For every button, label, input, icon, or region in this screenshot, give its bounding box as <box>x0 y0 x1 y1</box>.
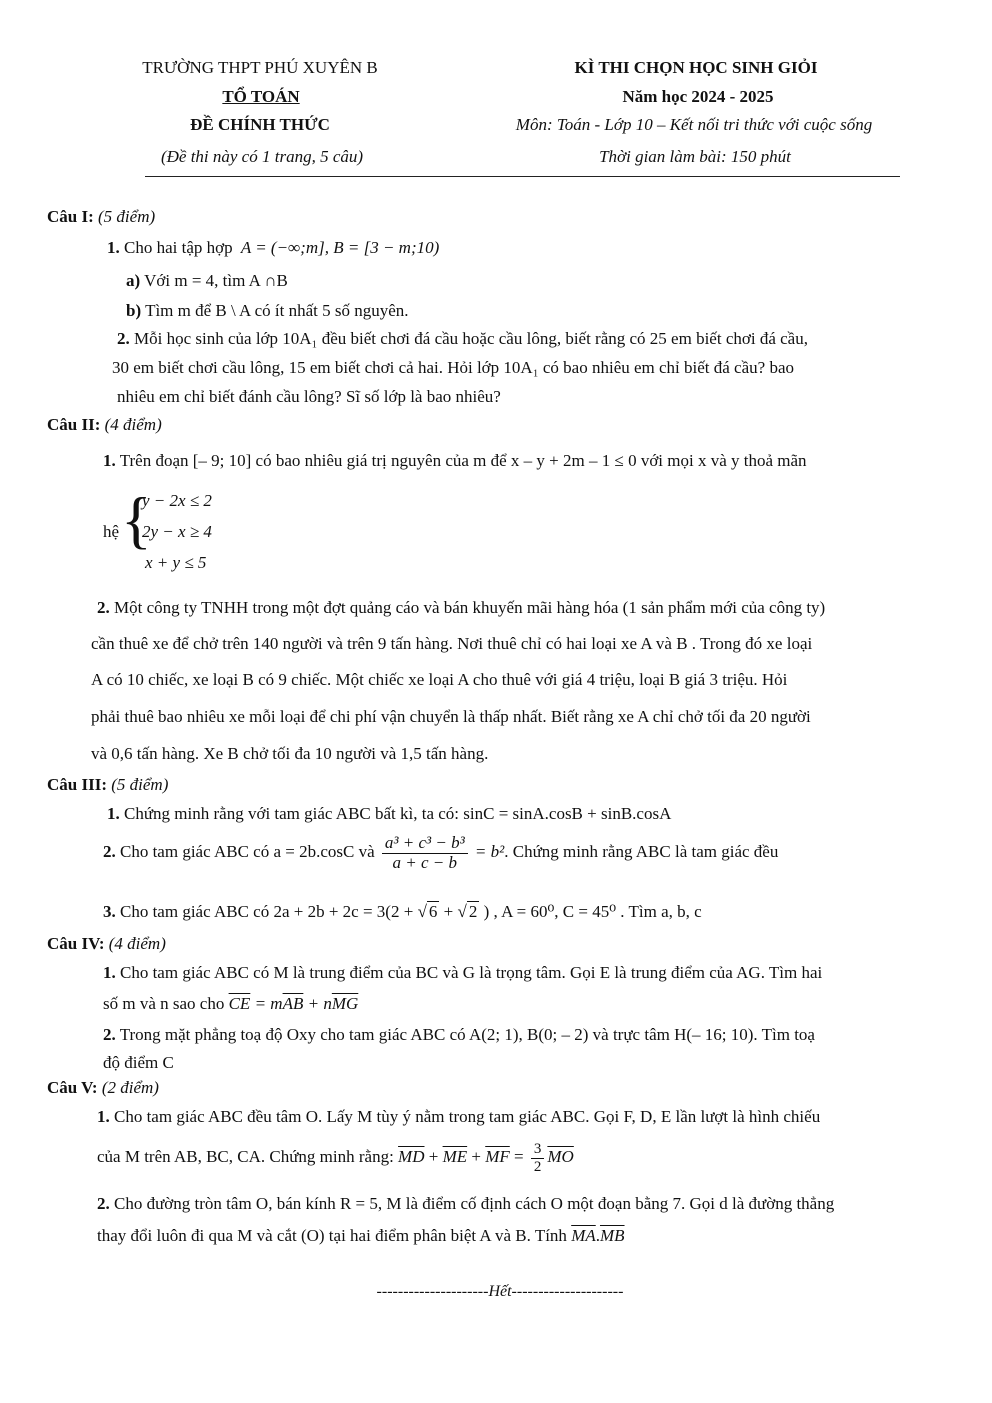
inequality-1: y − 2x ≤ 2 <box>142 491 212 510</box>
q2-part2-line1 <box>97 598 825 618</box>
question-3-label: Câu III: <box>47 775 107 794</box>
q5-part2-num: 2. <box>97 1194 110 1213</box>
q3-fraction-numerator: a³ + c³ − b³ <box>382 834 468 854</box>
department: TỔ TOÁN <box>222 87 300 106</box>
inequality-3: x + y ≤ 5 <box>145 553 207 572</box>
question-2-points: (4 điểm) <box>104 415 162 434</box>
q2-system-label: hệ <box>103 522 120 541</box>
q1-part1-text: Cho hai tập hợp <box>124 238 233 257</box>
vector-mf: $\overline{MF}$ <box>485 1146 510 1166</box>
page-note: (Đề thi này có 1 trang, 5 câu) <box>160 147 364 166</box>
q5-part1-line1 <box>97 1107 820 1127</box>
q3-part3 <box>103 902 702 922</box>
q2-part1-text: Trên đoạn [– 9; 10] có bao nhiêu giá trị nguyên của m để x – y + 2m – 1 ≤ 0 với mọi x và y thoả mãn <box>119 451 807 470</box>
q2-part2-line5: và 0,6 tấn hàng. Xe B chở tối đa 10 người và 1,5 tấn hàng. <box>91 744 489 763</box>
q4-eq: = m <box>254 994 283 1013</box>
q1-part1-num: 1. <box>107 238 120 257</box>
q5-part1-text2: của M trên AB, BC, CA. Chứng minh rằng: <box>97 1146 394 1166</box>
question-3-points: (5 điểm) <box>111 775 169 794</box>
q3-part1-text: Chứng minh rằng với tam giác ABC bất kì, ta có: sinC = sinA.cosB + sinB.cosA <box>124 804 672 823</box>
q3-fraction-denominator: a + c − b <box>392 852 458 872</box>
q1-part2-line1 <box>117 329 808 349</box>
q5-part2-line2 <box>97 1226 625 1246</box>
q2-part2-num: 2. <box>97 598 110 617</box>
vector-mb: $\overline{MB}$ <box>599 1226 625 1245</box>
q5-part2-line1 <box>97 1194 834 1214</box>
frac-denominator: 2 <box>533 1158 542 1175</box>
q4-part2-num: 2. <box>103 1025 116 1044</box>
question-5-heading <box>47 1078 159 1098</box>
q2-part2-line2: cần thuê xe để chở trên 140 người và trên 9 tấn hàng. Nơi thuê chỉ có hai loại xe A và B . Trong đó xe loại <box>91 634 813 653</box>
q3-part3-pre: Cho tam giác ABC có 2a + 2b + 2c = 3(2 + <box>120 902 414 921</box>
subject: Môn: Toán - Lớp 10 – Kết nối tri thức với cuộc sống <box>515 115 873 134</box>
q3-part2 <box>103 834 778 872</box>
vector-ab: $\overline{AB}$ <box>282 994 304 1013</box>
inequality-system <box>142 485 212 578</box>
q1-part2-line2: 30 em biết chơi cầu lông, 15 em biết chơi cả hai. Hỏi lớp 10A₁ có bao nhiêu em chỉ biết đá cầu? bao <box>112 358 794 377</box>
question-4-label: Câu IV: <box>47 934 105 953</box>
vector-mg: $\overline{MG}$ <box>331 994 359 1013</box>
q2-part2-text1: Một công ty TNHH trong một đợt quảng cáo và bán khuyến mãi hàng hóa (1 sản phẩm mới của công ty) <box>114 598 826 617</box>
q3-part2-pre: Cho tam giác ABC có a = 2b.cosC và <box>120 842 375 862</box>
q3-fraction <box>382 834 468 872</box>
q5-part1-num: 1. <box>97 1107 110 1126</box>
q3-part3-post: ) , A = 60⁰, C = 45⁰ . Tìm a, b, c <box>483 902 702 921</box>
plus-2: + <box>471 1146 481 1166</box>
question-1-points: (5 điểm) <box>98 207 156 226</box>
q3-part1 <box>107 804 671 824</box>
q3-part2-eq: = b² <box>474 842 505 862</box>
inequality-2: 2y − x ≥ 4 <box>142 522 212 541</box>
q4-part1-text1: Cho tam giác ABC có M là trung điểm của BC và G là trọng tâm. Gọi E là trung điểm của AG. Tìm hai <box>120 963 823 982</box>
question-5-label: Câu V: <box>47 1078 98 1097</box>
q1-a-text: Với m = 4, tìm A ∩B <box>144 271 288 290</box>
q1-b-label: b) <box>126 301 142 320</box>
q5-part1-text1: Cho tam giác ABC đều tâm O. Lấy M tùy ý nằm trong tam giác ABC. Gọi F, D, E lần lượt là hình chiếu <box>114 1107 821 1126</box>
dot-product: . <box>595 1226 600 1245</box>
official-label: ĐỀ CHÍNH THỨC <box>190 115 330 134</box>
q1-part1a <box>126 271 288 291</box>
q1-a-label: a) <box>126 271 141 290</box>
vector-me: $\overline{ME}$ <box>442 1146 468 1166</box>
q4-part1-line1 <box>103 963 822 983</box>
question-4-heading <box>47 934 166 954</box>
school-name: TRƯỜNG THPT PHÚ XUYÊN B <box>142 58 378 77</box>
q4-part1-text2: số m và n sao cho <box>103 994 225 1013</box>
exam-title: KÌ THI CHỌN HỌC SINH GIỎI <box>574 58 818 77</box>
exam-time: Thời gian làm bài: 150 phút <box>599 147 791 166</box>
q5-part2-text2: thay đổi luôn đi qua M và cắt (O) tại hai điểm phân biệt A và B. Tính <box>97 1226 567 1245</box>
end-marker: ---------------------Hết--------------------- <box>376 1283 624 1300</box>
question-4-points: (4 điểm) <box>108 934 166 953</box>
frac-numerator: 3 <box>531 1141 545 1159</box>
q1-part2-num: 2. <box>117 329 130 348</box>
question-2-label: Câu II: <box>47 415 101 434</box>
q4-part2-line1 <box>103 1025 815 1045</box>
question-1-label: Câu I: <box>47 207 94 226</box>
question-3-heading <box>47 775 168 795</box>
q1-part1 <box>107 238 439 258</box>
vector-mo: $\overline{MO}$ <box>547 1146 574 1166</box>
vector-ce: $\overline{CE}$ <box>228 994 251 1013</box>
q4-part2-text1: Trong mặt phẳng toạ độ Oxy cho tam giác ABC có A(2; 1), B(0; – 2) và trực tâm H(– 16; 10). Tìm toạ <box>119 1025 815 1044</box>
q2-part1-line1 <box>103 451 807 471</box>
equals: = <box>514 1146 524 1166</box>
question-2-heading <box>47 415 162 435</box>
q1-b-text: Tìm m để B \ A có ít nhất 5 số nguyên. <box>145 301 409 320</box>
q1-part2-text1: Mỗi học sinh của lớp 10A₁ đều biết chơi đá cầu hoặc cầu lông, biết rằng có 25 em biết chơi đá cầu, <box>134 329 808 348</box>
vector-md: $\overline{MD}$ <box>398 1146 425 1166</box>
question-1-heading <box>47 207 155 227</box>
q4-part1-num: 1. <box>103 963 116 982</box>
sqrt-2: √ 2 <box>457 902 478 921</box>
q1-part1b <box>126 301 409 321</box>
plus-1: + <box>428 1146 439 1166</box>
q2-part1-num: 1. <box>103 451 116 470</box>
q3-part3-plus: + <box>443 902 454 921</box>
q1-part1-math: A = (−∞;m], B = [3 − m;10) <box>240 238 440 257</box>
q5-part1-line2 <box>97 1141 574 1175</box>
vector-ma: $\overline{MA}$ <box>571 1226 596 1245</box>
q3-part2-post: . Chứng minh rằng ABC là tam giác đều <box>504 842 779 862</box>
q4-part1-line2 <box>103 994 358 1014</box>
q3-part1-num: 1. <box>107 804 120 823</box>
q4-plus: + n <box>307 994 332 1013</box>
q5-part2-text1: Cho đường tròn tâm O, bán kính R = 5, M là điểm cố định cách O một đoạn bằng 7. Gọi d là đường thẳng <box>114 1194 835 1213</box>
question-5-points: (2 điểm) <box>101 1078 159 1097</box>
q2-part2-line4: phải thuê bao nhiêu xe mỗi loại để chi phí vận chuyển là thấp nhất. Biết rằng xe A chỉ chở tối đa 20 người <box>91 707 811 726</box>
q1-part2-line3: nhiêu em chỉ biết đánh cầu lông? Sĩ số lớp là bao nhiêu? <box>117 387 501 406</box>
q3-part3-num: 3. <box>103 902 116 921</box>
school-year: Năm học 2024 - 2025 <box>622 87 774 106</box>
q2-part2-line3: A có 10 chiếc, xe loại B có 9 chiếc. Một chiếc xe loại A cho thuê với giá 4 triệu, loại B giá 3 triệu. Hỏi <box>91 670 788 689</box>
q3-part2-num: 2. <box>103 842 116 862</box>
sqrt-6: √ 6 <box>417 902 438 921</box>
three-halves <box>531 1141 545 1175</box>
system-brace: { <box>121 484 152 555</box>
header-rule <box>145 176 900 177</box>
q4-part2-line2: độ điểm C <box>103 1053 174 1072</box>
